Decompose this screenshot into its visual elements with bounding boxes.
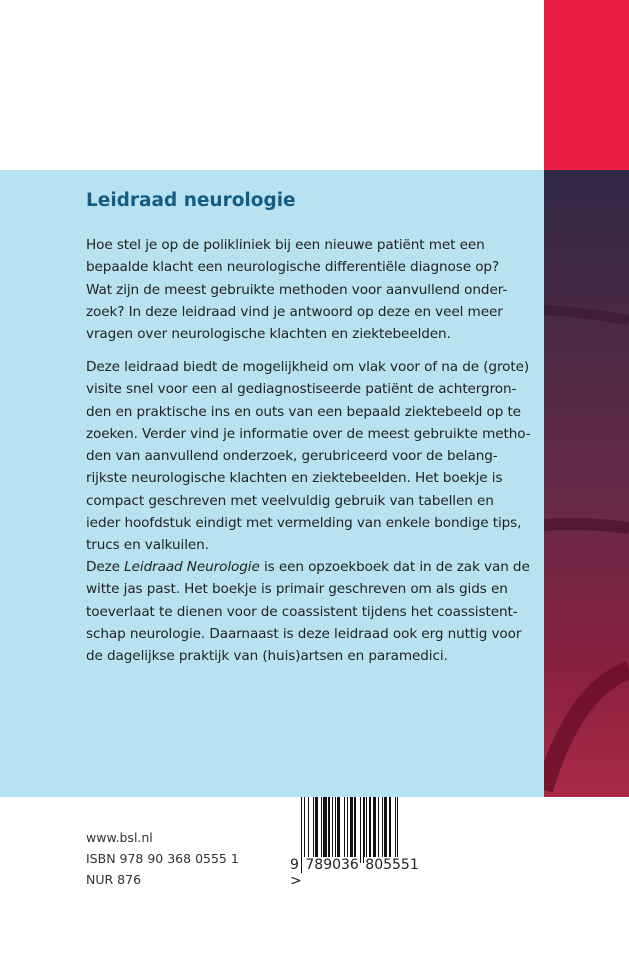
barcode-bar	[389, 797, 390, 863]
barcode-bar	[321, 797, 322, 863]
decorative-gradient-strip	[544, 170, 629, 797]
barcode-bar	[384, 797, 387, 863]
barcode-marker: >	[290, 873, 302, 889]
barcode-bar	[337, 797, 340, 863]
barcode-bar	[354, 797, 355, 863]
text-span: Deze	[86, 559, 125, 575]
barcode-bar	[335, 797, 336, 863]
text-line: Wat zijn de meest gebruikte methoden voor aanvullend onder-	[86, 281, 508, 298]
barcode-digits	[289, 857, 437, 889]
barcode-bar	[363, 797, 364, 863]
text-line: zoeken. Verder vind je informatie over de meest gebruikte metho-	[86, 425, 531, 442]
barcode-bar	[332, 797, 333, 863]
barcode-bar	[378, 797, 379, 863]
barcode-bar	[313, 797, 314, 863]
barcode-bar	[315, 797, 318, 863]
text-line: trucs en valkuilen.	[86, 537, 209, 554]
text-line: de dagelijkse praktijk van (huis)artsen en paramedici.	[86, 648, 448, 665]
text-line: rijkste neurologische klachten en ziektebeelden. Het boekje is	[86, 470, 503, 487]
barcode-bar	[373, 797, 377, 863]
barcode-bar	[344, 797, 345, 863]
publisher-website: www.bsl.nl	[86, 830, 153, 845]
barcode-bar	[369, 797, 372, 863]
barcode-left-digits: 789036	[305, 857, 359, 873]
text-line: bepaalde klacht een neurologische differentiële diagnose op?	[86, 259, 500, 276]
barcode-bar	[323, 797, 327, 863]
text-line: zoek? In deze leidraad vind je antwoord op deze en veel meer	[86, 303, 503, 320]
text-line	[86, 556, 530, 578]
barcode-lead-digit: 9	[290, 857, 299, 873]
red-accent-block	[544, 0, 629, 170]
text-line: witte jas past. Het boekje is primair geschreven om als gids en	[86, 581, 508, 598]
text-span: is een opzoekboek dat in de zak van de	[259, 559, 530, 575]
nur-code: NUR 876	[86, 872, 142, 887]
barcode-right-digits: 805551	[365, 857, 419, 873]
barcode-bar	[308, 797, 309, 863]
barcode	[290, 797, 437, 889]
text-line: schap neurologie. Daarnaast is deze leidraad ook erg nuttig voor	[86, 625, 522, 642]
text-line: Deze leidraad biedt de mogelijkheid om vlak voor of na de (grote)	[86, 359, 530, 375]
text-line: ieder hoofdstuk eindigt met vermelding van enkele bondige tips,	[86, 515, 522, 532]
paragraph-intro	[86, 234, 507, 345]
text-line: Hoe stel je op de polikliniek bij een nieuwe patiënt met een	[86, 237, 485, 253]
barcode-bar	[360, 797, 361, 863]
book-title-italic: Leidraad Neurologie	[124, 559, 260, 575]
barcode-bar	[382, 797, 383, 863]
decorative-curves	[544, 170, 629, 797]
text-line: toeverlaat te dienen voor de coassistent tijdens het coassistent-	[86, 603, 518, 620]
text-line: den van aanvullend onderzoek, gerubriceerd voor de belang-	[86, 448, 498, 465]
barcode-bar	[328, 797, 329, 863]
text-line: den en praktische ins en outs van een bepaald ziektebeeld op te	[86, 403, 521, 420]
text-line: vragen over neurologische klachten en ziektebeelden.	[86, 326, 451, 343]
text-line: visite snel voor een al gediagnostiseerde patiënt de achtergron-	[86, 381, 517, 398]
book-title: Leidraad neurologie	[86, 190, 296, 211]
imprint	[86, 827, 239, 890]
isbn: ISBN 978 90 368 0555 1	[86, 851, 239, 866]
text-line: compact geschreven met veelvuldig gebruik van tabellen en	[86, 492, 494, 509]
paragraph-description	[86, 356, 531, 557]
barcode-bar	[366, 797, 367, 863]
paragraph-audience	[86, 556, 530, 667]
